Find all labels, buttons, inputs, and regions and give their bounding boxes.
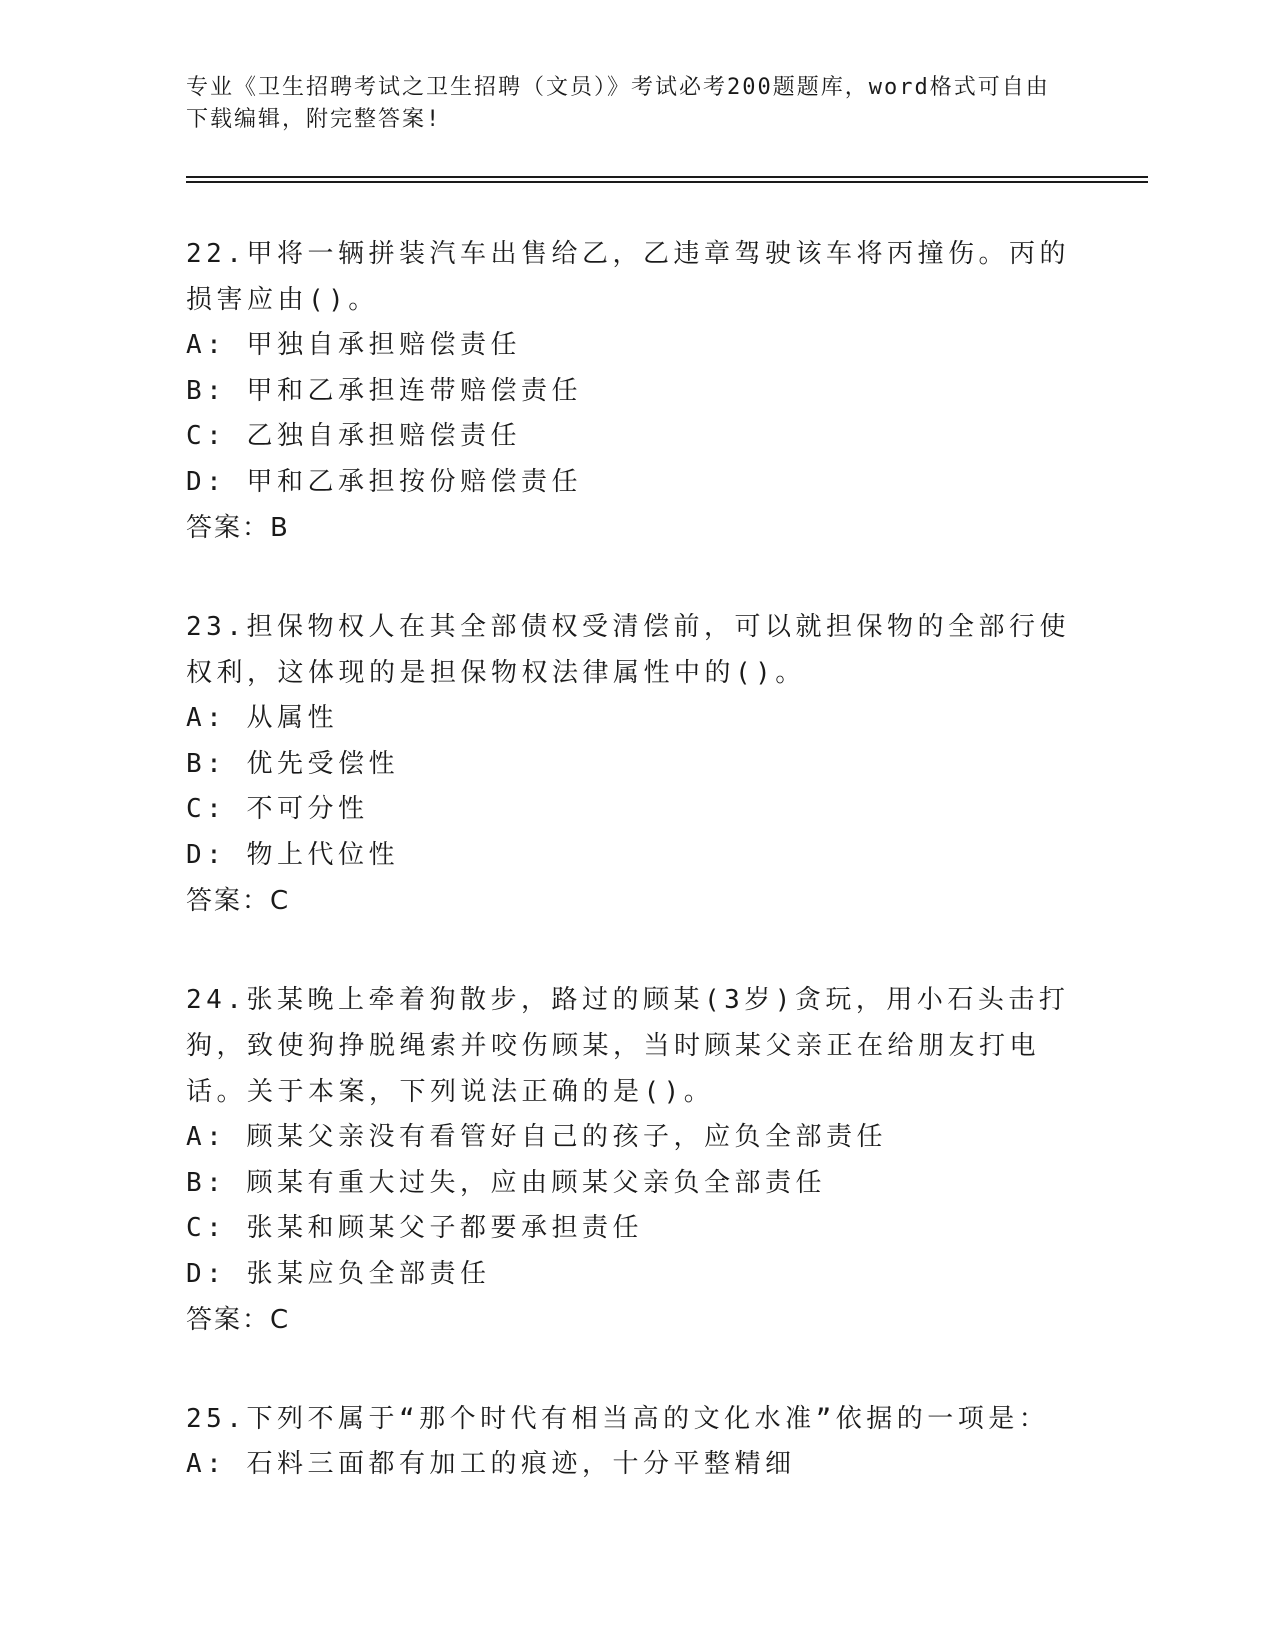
question-list [186,231,1086,1541]
option-a: A: 从属性 [186,703,338,733]
answer-line: 答案：C [186,1305,291,1335]
option-d: D: 物上代位性 [186,839,399,870]
question-22 [186,231,1086,551]
option-d: D: 甲和乙承担按份赔偿责任 [186,466,582,497]
answer-line: 答案：C [186,886,291,916]
question-25 [186,1396,1086,1488]
question-stem: 24.张某晚上牵着狗散步，路过的顾某(3岁)贪玩，用小石头击打狗，致使狗挣脱绳索并咬伤顾某，当时顾某父亲正在给朋友打电话。关于本案，下列说法正确的是()。 [186,985,1070,1107]
question-stem: 22.甲将一辆拼装汽车出售给乙，乙违章驾驶该车将丙撞伤。丙的损害应由()。 [186,239,1070,315]
option-b: B: 优先受偿性 [186,748,399,779]
header-divider-line [186,176,1148,178]
question-stem: 23.担保物权人在其全部债权受清偿前，可以就担保物的全部行使权利，这体现的是担保物权法律属性中的()。 [186,612,1070,688]
header-divider-line-second [186,181,1148,183]
document-intro: 专业《卫生招聘考试之卫生招聘（文员）》考试必考200题题库，word格式可自由下载编辑，附完整答案! [186,75,1050,132]
option-b: B: 甲和乙承担连带赔偿责任 [186,375,582,406]
question-stem: 25.下列不属于“那个时代有相当高的文化水准”依据的一项是： [186,1404,1050,1434]
option-c: C: 张某和顾某父子都要承担责任 [186,1213,643,1243]
option-b: B: 顾某有重大过失，应由顾某父亲负全部责任 [186,1167,826,1198]
answer-line: 答案：B [186,513,290,543]
option-a: A: 顾某父亲没有看管好自己的孩子，应负全部责任 [186,1122,887,1152]
option-c: C: 不可分性 [186,794,369,824]
question-23 [186,604,1086,924]
option-d: D: 张某应负全部责任 [186,1258,491,1289]
option-a: A: 甲独自承担赔偿责任 [186,330,521,360]
option-c: C: 乙独自承担赔偿责任 [186,421,521,451]
option-a: A: 石料三面都有加工的痕迹，十分平整精细 [186,1449,796,1479]
question-24 [186,977,1086,1343]
